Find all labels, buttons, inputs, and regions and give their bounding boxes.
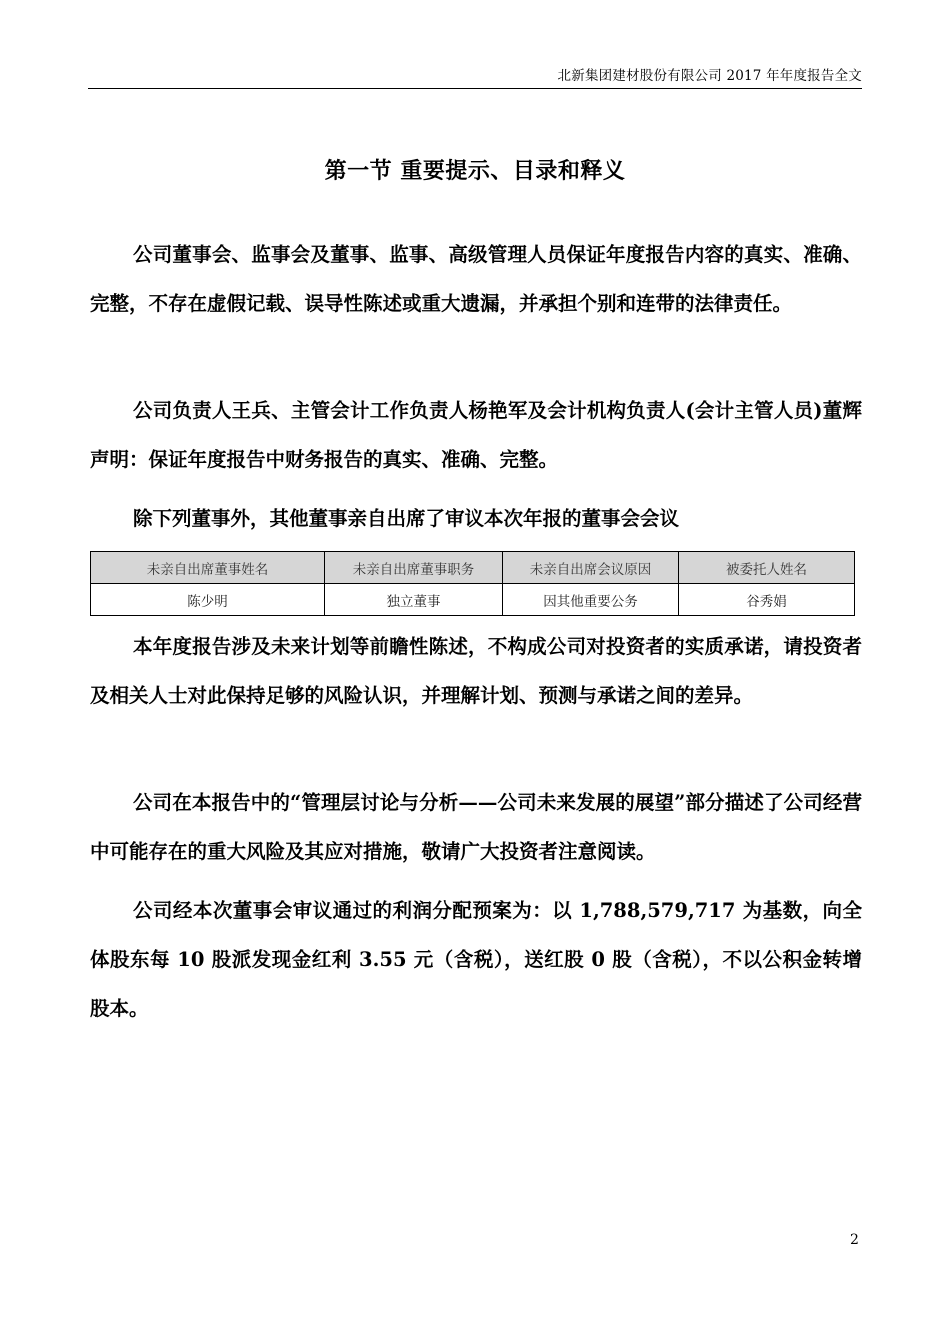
paragraph-responsibility-statement: 公司董事会、监事会及董事、监事、高级管理人员保证年度报告内容的真实、准确、完整，不存在虚假记载、误导性陈述或重大遗漏，并承担个别和连带的法律责任。: [90, 243, 862, 315]
header-text: 北新集团建材股份有限公司 2017 年年度报告全文: [557, 68, 862, 84]
table-cell: 独立董事: [325, 584, 503, 616]
table-cell: 陈少明: [91, 584, 325, 616]
paragraph-financial-statement-declaration: 公司负责人王兵、主管会计工作负责人杨艳军及会计机构负责人(会计主管人员)董辉声明：保证年度报告中财务报告的真实、准确、完整。: [90, 399, 863, 471]
table-header-cell: 未亲自出席董事姓名: [91, 552, 325, 584]
paragraph-profit-distribution: 公司经本次董事会审议通过的利润分配预案为：以 1,788,579,717 为基数，向全体股东每 10 股派发现金红利 3.55 元（含税），送红股 0 股（含税），不以公积金转增股本。: [90, 899, 862, 1020]
section-title: 第一节 重要提示、目录和释义: [324, 158, 626, 184]
table-cell: 因其他重要公务: [503, 584, 679, 616]
table-cell: 谷秀娟: [679, 584, 855, 616]
table-header-cell: 被委托人姓名: [679, 552, 855, 584]
paragraph-risk-notice: 公司在本报告中的“管理层讨论与分析——公司未来发展的展望”部分描述了公司经营中可能存在的重大风险及其应对措施，敬请广大投资者注意阅读。: [90, 791, 862, 863]
page-header: [88, 62, 862, 89]
table-header-cell: 未亲自出席董事职务: [325, 552, 503, 584]
paragraph-absent-directors-intro: 除下列董事外，其他董事亲自出席了审议本次年报的董事会会议: [133, 507, 680, 530]
page-number: 2: [850, 1232, 859, 1248]
table-header-row: [91, 552, 855, 584]
table-row: [91, 584, 855, 616]
paragraph-forward-looking-statement: 本年度报告涉及未来计划等前瞻性陈述，不构成公司对投资者的实质承诺，请投资者及相关人士对此保持足够的风险认识，并理解计划、预测与承诺之间的差异。: [90, 635, 862, 707]
table-header-cell: 未亲自出席会议原因: [503, 552, 679, 584]
absent-directors-table: [90, 551, 855, 616]
